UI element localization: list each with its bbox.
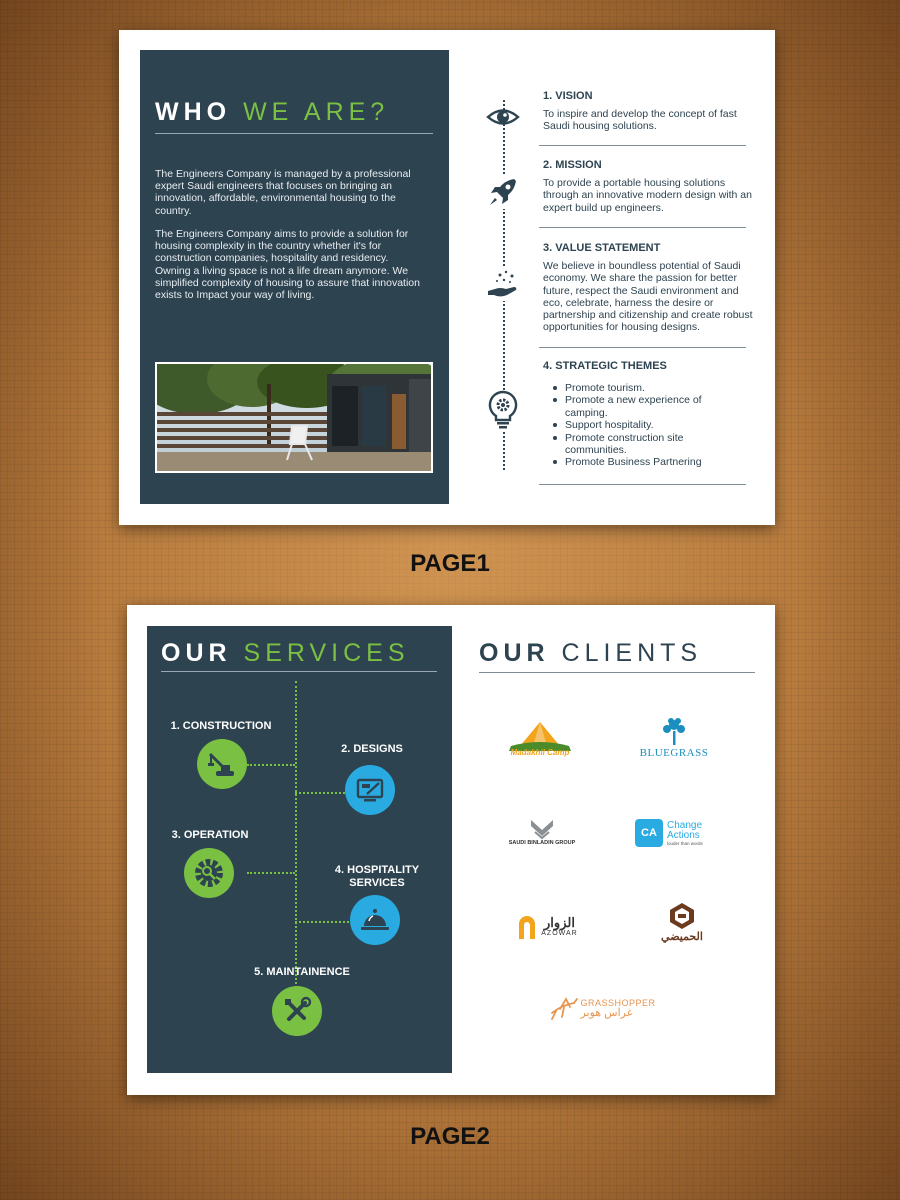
page1-caption: PAGE1 — [410, 550, 490, 577]
intro-paragraph-2: The Engineers Company aims to provide a solution for housing complexity in the country whether it's for construction companies, hospitality and residency. Owning a living space is not a life dream anymore. We simplified complexity of housing to assure that innovation exists to Impact your way of living. — [155, 228, 420, 302]
page1-sheet — [119, 30, 775, 525]
list-item: Promote Business Partnering — [553, 456, 743, 468]
value-statement-title: 3. VALUE STATEMENT — [543, 242, 661, 254]
client-logo-binladin: SAUDI BINLADIN GROUP — [497, 808, 587, 856]
ca-logo-icon: CA — [635, 819, 663, 847]
gear-icon — [184, 848, 234, 898]
heading-rule — [479, 672, 755, 673]
our-clients-heading: OUR CLIENTS — [479, 639, 703, 667]
divider — [539, 145, 746, 146]
design-monitor-icon — [345, 765, 395, 815]
divider — [539, 347, 746, 348]
lightbulb-gear-icon — [486, 390, 520, 424]
tools-icon — [272, 986, 322, 1036]
page2-sheet — [127, 605, 775, 1095]
list-item: Support hospitality. — [553, 419, 743, 431]
azowar-logo-icon — [516, 912, 538, 940]
humaidi-logo-icon — [669, 902, 695, 930]
our-services-panel — [147, 626, 452, 1073]
our-services-heading: OUR SERVICES — [161, 639, 410, 667]
connector — [295, 921, 349, 923]
intro-paragraph-1: The Engineers Company is managed by a professional expert Saudi engineers that focuses on bringing an innovation, affordable, environmental housing to the country. — [155, 168, 411, 217]
modular-house-photo — [155, 362, 433, 473]
grasshopper-logo-icon — [548, 995, 578, 1021]
strategic-themes-title: 4. STRATEGIC THEMES — [543, 360, 667, 372]
who-we-are-heading: WHO WE ARE? — [155, 98, 390, 126]
connector — [247, 764, 295, 766]
client-logo-madakhil: Madakhil Camp — [497, 709, 583, 765]
eye-icon — [486, 100, 520, 134]
connector — [247, 872, 295, 874]
heading-rule — [161, 671, 437, 672]
client-logo-azowar: الزوار AZOWAR — [507, 905, 587, 947]
binladin-logo-icon — [529, 818, 555, 840]
hand-stars-icon — [486, 267, 520, 301]
client-logo-grasshopper: GRASSHOPPER غراس هوبر — [537, 990, 667, 1026]
mission-title: 2. MISSION — [543, 159, 602, 171]
crane-icon — [197, 739, 247, 789]
list-item: Promote construction site communities. — [553, 432, 743, 457]
value-statement-body: We believe in boundless potential of Saudi economy. We share the passion for better future, respect the Saudi environment and eco, celebrate, harness the desire or partnership and citizenship and create robust opportunities for housing designs. — [543, 260, 753, 334]
vision-body: To inspire and develop the concept of fast Saudi housing solutions. — [543, 108, 737, 133]
client-logo-humaidi: الحميضي — [647, 893, 717, 951]
tree-logo-icon — [659, 717, 689, 747]
service-construction-label: 1. CONSTRUCTION — [170, 720, 272, 732]
service-hospitality-label: 4. HOSPITALITY SERVICES — [334, 864, 420, 889]
client-logo-change-actions: CA Change Actions louder than words — [635, 815, 721, 851]
heading-rule — [155, 133, 433, 134]
service-bell-icon — [350, 895, 400, 945]
rocket-icon — [486, 175, 520, 209]
tent-logo-icon — [505, 718, 575, 752]
client-logo-bluegrass: BLUEGRASS — [634, 709, 714, 767]
divider — [539, 227, 746, 228]
service-designs-label: 2. DESIGNS — [341, 743, 403, 755]
services-dotted-line — [295, 681, 297, 1036]
strategic-themes-list — [553, 382, 743, 469]
list-item: Promote a new experience of camping. — [553, 394, 743, 419]
connector — [295, 792, 345, 794]
page2-caption: PAGE2 — [410, 1123, 490, 1150]
divider — [539, 484, 746, 485]
service-operation-label: 3. OPERATION — [171, 829, 249, 841]
who-we-are-panel — [140, 50, 449, 504]
mission-body: To provide a portable housing solutions through an innovative modern design with an expert build up engineers. — [543, 177, 752, 214]
list-item: Promote tourism. — [553, 382, 743, 394]
service-maintenance-label: 5. MAINTAINENCE — [254, 966, 350, 978]
vision-title: 1. VISION — [543, 90, 593, 102]
